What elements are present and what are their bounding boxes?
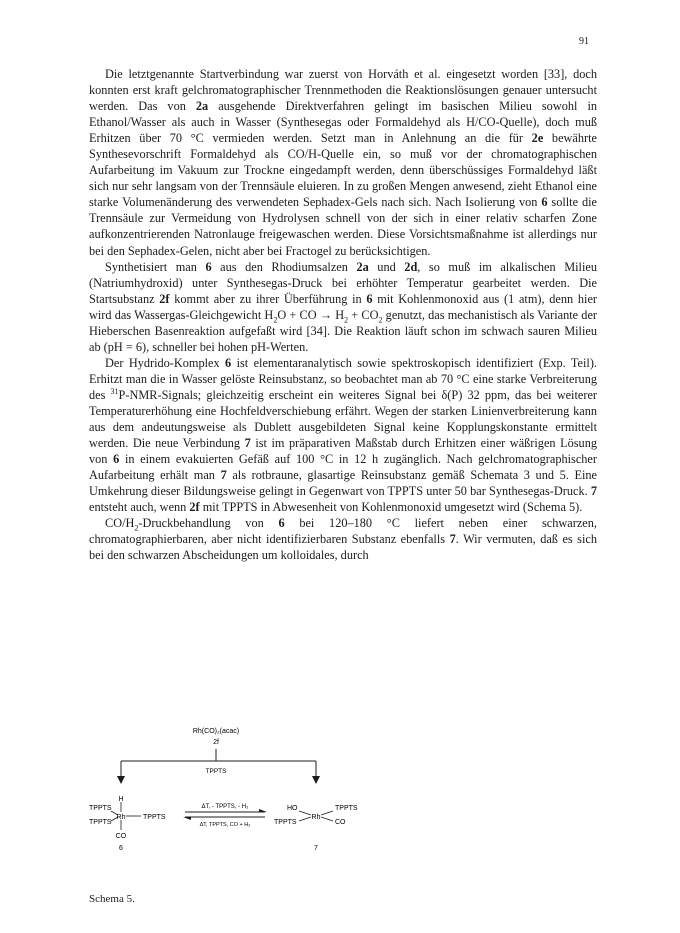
text-run: 2 xyxy=(273,315,278,325)
text-run: in einem evakuierten Gefäß auf 100 °C in 12 h zugänglich. Nach gelchromatographischer Aufarbeitung erhält man xyxy=(89,452,597,483)
text-run: ist elementaranalytisch sowie spektroskopisch identifiziert (Exp. Teil). Erhitzt man die in Wasser gelöste Reinsubstanz, so beobachtet man ab 70 °C eine starke Verbreiterung des xyxy=(89,355,597,402)
compound-ref: 2d xyxy=(404,259,418,274)
text-run: P-NMR-Signals; gleichzeitig erscheint ein weiteres Signal bei δ(P) 32 ppm, das bei weiterer Temperaturerhöhung eine Hochfeldverschiebung erfährt. Wegen der starken Linienverbreiterung kann aus dem andeutungsweise als Dublett ausgebildeten Signal keine Kopplungskonstante ermittelt werden. Die neue Verbindung xyxy=(89,387,597,451)
text-run: CO/H xyxy=(105,516,135,531)
paragraph xyxy=(89,259,597,355)
text-run: . Wir vermuten, daß es sich bei den schwarzen Abscheidungen um kolloidales, durch xyxy=(89,532,597,563)
paragraph xyxy=(89,355,597,515)
paragraph xyxy=(89,66,597,259)
text-run: 2 xyxy=(344,315,349,325)
text-run: ist im präparativen Maßstab durch Erhitzen einer wäßrigen Lösung von xyxy=(89,436,598,467)
forward-arrow-head xyxy=(259,809,267,812)
text-run: 2 xyxy=(134,523,139,533)
text-run: ausgehende Direktverfahren gelingt im basischen Milieu sowohl in Ethanol/Wasser als auch in Wasser (Synthesegas oder Formaldehyd als H/CO-Quelle), doch muß Erhitzen über 70 °C vermieden werden. Setzt man in Anlehnung an die für xyxy=(89,99,598,146)
text-run: O + CO → H xyxy=(277,307,345,322)
body-text xyxy=(89,66,597,563)
ligand-label: TPPTS xyxy=(89,805,112,812)
forward-condition: ΔT, - TPPTS, - H₂ xyxy=(201,804,249,810)
carbonyl-label: CO xyxy=(335,819,346,826)
compound-ref: 2f xyxy=(189,500,200,515)
compound-ref: 2a xyxy=(195,99,209,114)
text-run: 31 xyxy=(110,386,119,396)
compound-number-6: 6 xyxy=(119,845,123,852)
paragraph xyxy=(89,515,597,563)
compound-ref: 7 xyxy=(449,532,456,547)
text-run: bei 120–180 °C liefert neben einer schwarzen, chromatographierbaren, aber nicht identifizierbaren Substanz ebenfalls xyxy=(89,516,597,547)
text-run: als rotbraune, glasartige Reinsubstanz gemäß Schemata 3 und 5. Eine Umkehrung dieser Bildungsweise gelingt in Gegenwart von TPPTS unter 50 bar Synthesegas-Druck. xyxy=(89,468,597,499)
compound-number-7: 7 xyxy=(314,845,318,852)
compound-ref: 6 xyxy=(278,516,285,531)
arrow-head-right xyxy=(312,776,320,784)
compound-ref: 7 xyxy=(220,468,227,483)
compound-ref: 6 xyxy=(113,452,120,467)
rhodium-label: Rh xyxy=(311,814,321,821)
text-run: + CO xyxy=(348,307,379,322)
text-run: 2 xyxy=(378,315,383,325)
text-run: bewährte Synthesevorschrift Formaldehyd als CO/H-Quelle ein, so muß vor der chromatographischen Aufarbeitung im Vakuum zur Trockne eingedampft werden, denn überschüssiges Formaldehyd läßt sich nur sehr langsam von der Trennsäule eluieren. In zu großen Mengen anwesend, zieht Ethanol eine starke Volumenänderung des verwendeten Sephadex-Gels nach sich. Nach Isolierung von xyxy=(89,131,597,210)
carbonyl-label: CO xyxy=(115,833,127,840)
text-run: Synthetisiert man xyxy=(105,259,206,274)
start-label: 2f xyxy=(213,739,219,746)
text-run: mit Kohlenmonoxid aus (1 atm), denn hier wird das Wassergas-Gleichgewicht H xyxy=(89,291,597,322)
reverse-arrow-head xyxy=(183,817,191,820)
ligand-label: TPPTS xyxy=(143,814,166,821)
start-compound: Rh(CO)₂(acac) xyxy=(192,728,240,735)
reverse-condition: ΔT, TPPTS, CO + H₂ xyxy=(199,822,251,828)
text-run: und xyxy=(368,259,405,274)
ligand-label: TPPTS xyxy=(89,819,112,826)
text-run: kommt aber zu ihrer Überführung in xyxy=(169,291,367,306)
text-run: genutzt, das mechanistisch als Variante der Hieberschen Basenreaktion aufgefaßt wird [34]. Die Reaktion läuft schon im schwach sauren Milieu ab (pH = 6), schneller bei hohen pH-Werten. xyxy=(89,307,598,354)
compound-ref: 6 xyxy=(541,195,548,210)
compound-ref: 2f xyxy=(159,291,170,306)
text-run: aus den Rhodiumsalzen xyxy=(211,259,357,274)
compound-ref: 7 xyxy=(244,436,251,451)
text-run: , so muß im alkalischen Milieu (Natriumhydroxid) unter Synthesegas-Druck bei erhöhter Temperatur gearbeitet werden. Die Startsubstanz xyxy=(89,259,598,306)
text-run: sollte die Trennsäule zur Vermeidung von Hydrolysen schnell von der sich in einer relativ scharfen Zone aufkonzentrierenden Natronlauge freigewaschen werden. Diese Vorsichtsmaßnahme ist allerdings nur bei den Sephadex-Gelen, nicht aber bei Fractogel zu berücksichtigen. xyxy=(89,195,597,258)
reagent-label: TPPTS xyxy=(205,768,227,775)
text-run: entsteht auch, wenn xyxy=(89,500,190,515)
compound-ref: 6 xyxy=(366,291,373,306)
arrow-head-left xyxy=(117,776,125,784)
hydride-label: H xyxy=(118,796,124,803)
text-run: Die letztgenannte Startverbindung war zuerst von Horváth et al. eingesetzt worden [33], doch konnten erst kraft gelchromatographischer Trennmethoden die Reaktionslösungen genauer untersucht werden. Das von xyxy=(89,67,597,114)
ligand-label: TPPTS xyxy=(274,819,297,826)
text-run: -Druckbehandlung von xyxy=(138,516,279,531)
rhodium-label: Rh xyxy=(116,814,126,821)
compound-ref: 7 xyxy=(590,484,597,499)
compound-ref: 2e xyxy=(531,131,544,146)
compound-ref: 2a xyxy=(356,259,369,274)
scheme-5-diagram xyxy=(89,724,389,884)
page-number: 91 xyxy=(579,36,589,47)
text-run: mit TPPTS in Abwesenheit von Kohlenmonoxid umgesetzt wird (Schema 5). xyxy=(199,500,583,515)
hydroxy-label: HO xyxy=(287,805,298,812)
scheme-caption: Schema 5. xyxy=(89,893,135,905)
text-run: Der Hydrido-Komplex xyxy=(105,355,226,370)
ligand-label: TPPTS xyxy=(335,805,358,812)
compound-ref: 6 xyxy=(205,259,212,274)
compound-ref: 6 xyxy=(225,355,232,370)
